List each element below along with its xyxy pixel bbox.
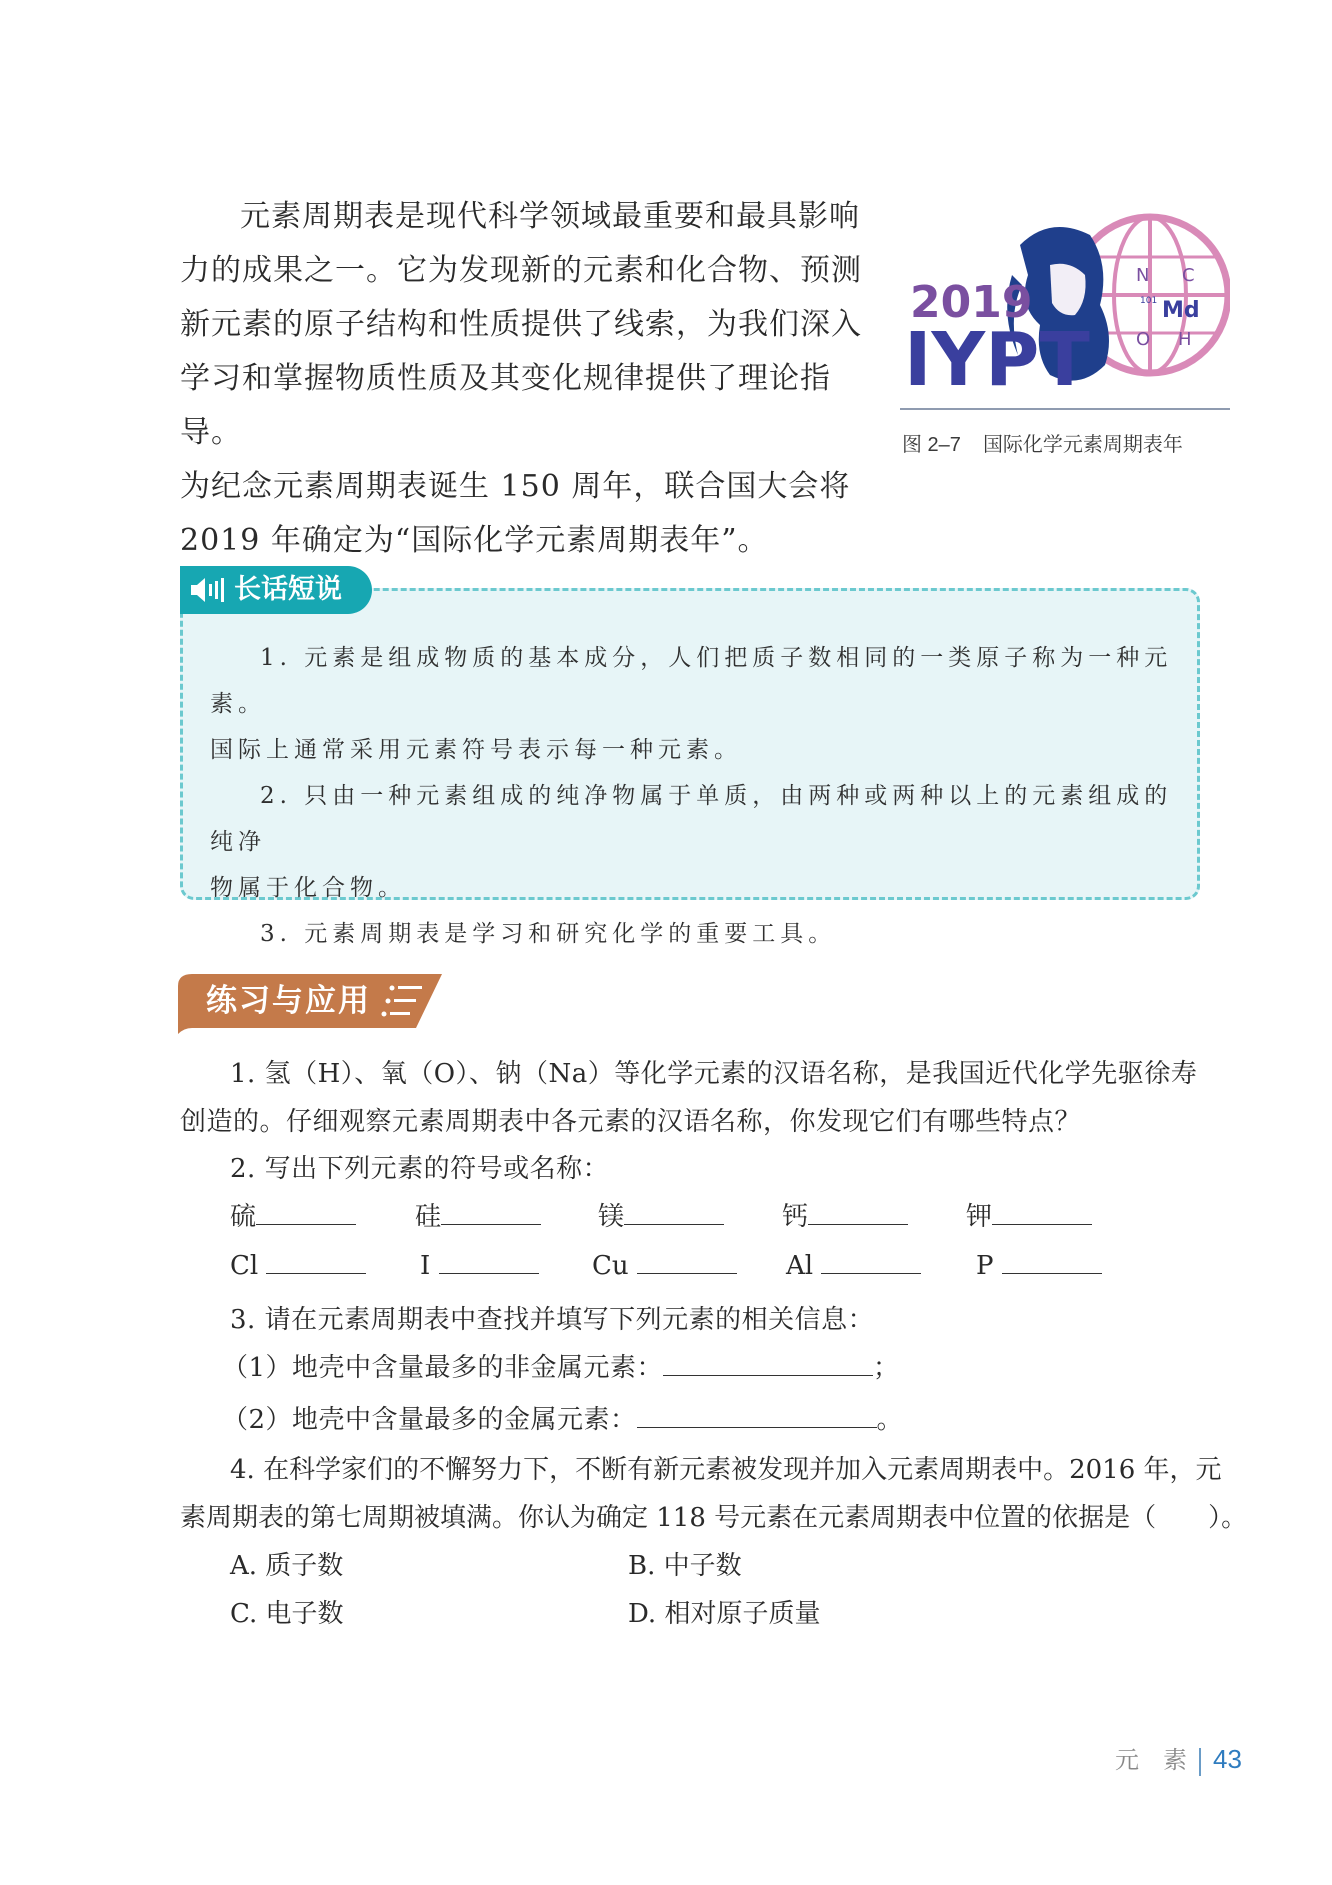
question-3-2 — [222, 1396, 903, 1444]
fill-item — [598, 1196, 724, 1233]
summary-point-2: 2. 只由一种元素组成的纯净物属于单质，由两种或两种以上的元素组成的纯净 — [210, 783, 1173, 855]
answer-blank[interactable] — [256, 1200, 356, 1225]
logo-md: Md — [1162, 298, 1200, 323]
logo-letter: C — [1182, 265, 1195, 286]
fill-item — [976, 1249, 1102, 1281]
intro-line: 为纪念元素周期表诞生 150 周年，联合国大会将 — [180, 469, 851, 504]
figure-number: 图 2–7 — [902, 434, 961, 456]
question-3-2-text: （2）地壳中含量最多的金属元素： — [222, 1405, 637, 1435]
figure-divider — [900, 408, 1230, 410]
fill-item-label: P — [976, 1251, 994, 1281]
fill-item-label: I — [420, 1251, 431, 1281]
fill-item-label: Cl — [230, 1251, 259, 1281]
intro-line: 元素周期表是现代科学领域最重要和最具影响 — [240, 199, 860, 234]
answer-blank[interactable] — [1002, 1249, 1102, 1274]
intro-line: 学习和掌握物质性质及其变化规律提供了理论指导。 — [180, 361, 831, 450]
fill-item — [230, 1196, 356, 1233]
figure-caption-text: 国际化学元素周期表年 — [982, 434, 1183, 456]
footer-divider — [1199, 1748, 1201, 1776]
option-b[interactable]: B. 中子数 — [628, 1551, 742, 1581]
practice-title: 练习与应用 — [206, 983, 371, 1019]
page-number: 43 — [1213, 1744, 1242, 1774]
question-3-1 — [222, 1344, 900, 1392]
page-footer — [1115, 1740, 1242, 1776]
answer-blank[interactable] — [808, 1200, 908, 1225]
question-3-1-end: ； — [873, 1353, 900, 1383]
question-1 — [180, 1050, 1197, 1146]
summary-point-1-cont: 国际上通常采用元素符号表示每一种元素。 — [210, 737, 742, 763]
fill-item — [420, 1249, 539, 1281]
intro-paragraph — [180, 190, 870, 568]
answer-blank[interactable] — [266, 1249, 366, 1274]
fill-item-label: 硫 — [230, 1202, 257, 1232]
figure-caption — [902, 428, 1183, 457]
logo-year: 2019 — [910, 277, 1033, 328]
logo-md-number: 101 — [1140, 296, 1158, 306]
fill-item-label: 钙 — [782, 1202, 809, 1232]
question-1-line: 创造的。仔细观察元素周期表中各元素的汉语名称，你发现它们有哪些特点？ — [180, 1107, 1082, 1137]
option-a[interactable]: A. 质子数 — [230, 1551, 344, 1581]
summary-point-1: 1. 元素是组成物质的基本成分，人们把质子数相同的一类原子称为一种元素。 — [210, 645, 1173, 717]
question-4-line: 4. 在科学家们的不懈努力下，不断有新元素被发现并加入元素周期表中。2016 年，元 — [230, 1455, 1222, 1485]
option-c[interactable]: C. 电子数 — [230, 1599, 344, 1629]
summary-point-2-cont: 物属于化合物。 — [210, 875, 406, 901]
fill-item-label: Al — [786, 1251, 814, 1281]
fill-item-label: 镁 — [598, 1202, 625, 1232]
option-d[interactable]: D. 相对原子质量 — [628, 1599, 821, 1629]
question-1-line: 1. 氢（H）、氧（O）、钠（Na）等化学元素的汉语名称，是我国近代化学先驱徐寿 — [230, 1059, 1198, 1089]
logo-letter: O — [1136, 329, 1151, 350]
answer-blank[interactable] — [439, 1249, 539, 1274]
fill-item — [786, 1249, 921, 1281]
answer-blank[interactable] — [663, 1351, 873, 1376]
question-2 — [230, 1145, 609, 1193]
fill-item-label: Cu — [592, 1251, 629, 1281]
answer-blank[interactable] — [637, 1403, 877, 1428]
fill-item — [592, 1249, 737, 1281]
fill-item — [230, 1249, 366, 1281]
footer-section: 元 素 — [1115, 1747, 1187, 1774]
logo-letter: N — [1136, 265, 1150, 286]
question-3-text: 3. 请在元素周期表中查找并填写下列元素的相关信息： — [230, 1305, 875, 1335]
speaker-icon — [190, 575, 226, 605]
question-4 — [180, 1446, 1247, 1542]
question-2-text: 2. 写出下列元素的符号或名称： — [230, 1154, 610, 1184]
summary-point-3: 3. 元素周期表是学习和研究化学的重要工具。 — [260, 921, 837, 947]
fill-item-label: 钾 — [966, 1202, 993, 1232]
question-3-1-text: （1）地壳中含量最多的非金属元素： — [222, 1353, 664, 1383]
answer-blank[interactable] — [992, 1200, 1092, 1225]
question-4-line: 素周期表的第七周期被填满。你认为确定 118 号元素在元素周期表中位置的依据是（ ）。 — [180, 1503, 1248, 1533]
fill-item — [966, 1196, 1092, 1233]
logo-letter: H — [1178, 329, 1192, 350]
answer-blank[interactable] — [637, 1249, 737, 1274]
intro-line: 新元素的原子结构和性质提供了线索，为我们深入 — [180, 307, 862, 342]
answer-blank[interactable] — [441, 1200, 541, 1225]
fill-item-label: 硅 — [415, 1202, 442, 1232]
intro-line: 力的成果之一。它为发现新的元素和化合物、预测 — [180, 253, 862, 288]
fill-item — [782, 1196, 908, 1233]
answer-blank[interactable] — [624, 1200, 724, 1225]
iypt-logo — [900, 205, 1230, 435]
intro-line: 2019 年确定为“国际化学元素周期表年”。 — [180, 523, 769, 558]
question-3-2-end: 。 — [876, 1405, 904, 1435]
answer-blank[interactable] — [821, 1249, 921, 1274]
fill-item — [415, 1196, 541, 1233]
logo-acronym: IYPT — [904, 317, 1090, 403]
question-3 — [230, 1296, 874, 1344]
summary-title: 长话短说 — [180, 566, 372, 614]
summary-text — [210, 635, 1175, 957]
